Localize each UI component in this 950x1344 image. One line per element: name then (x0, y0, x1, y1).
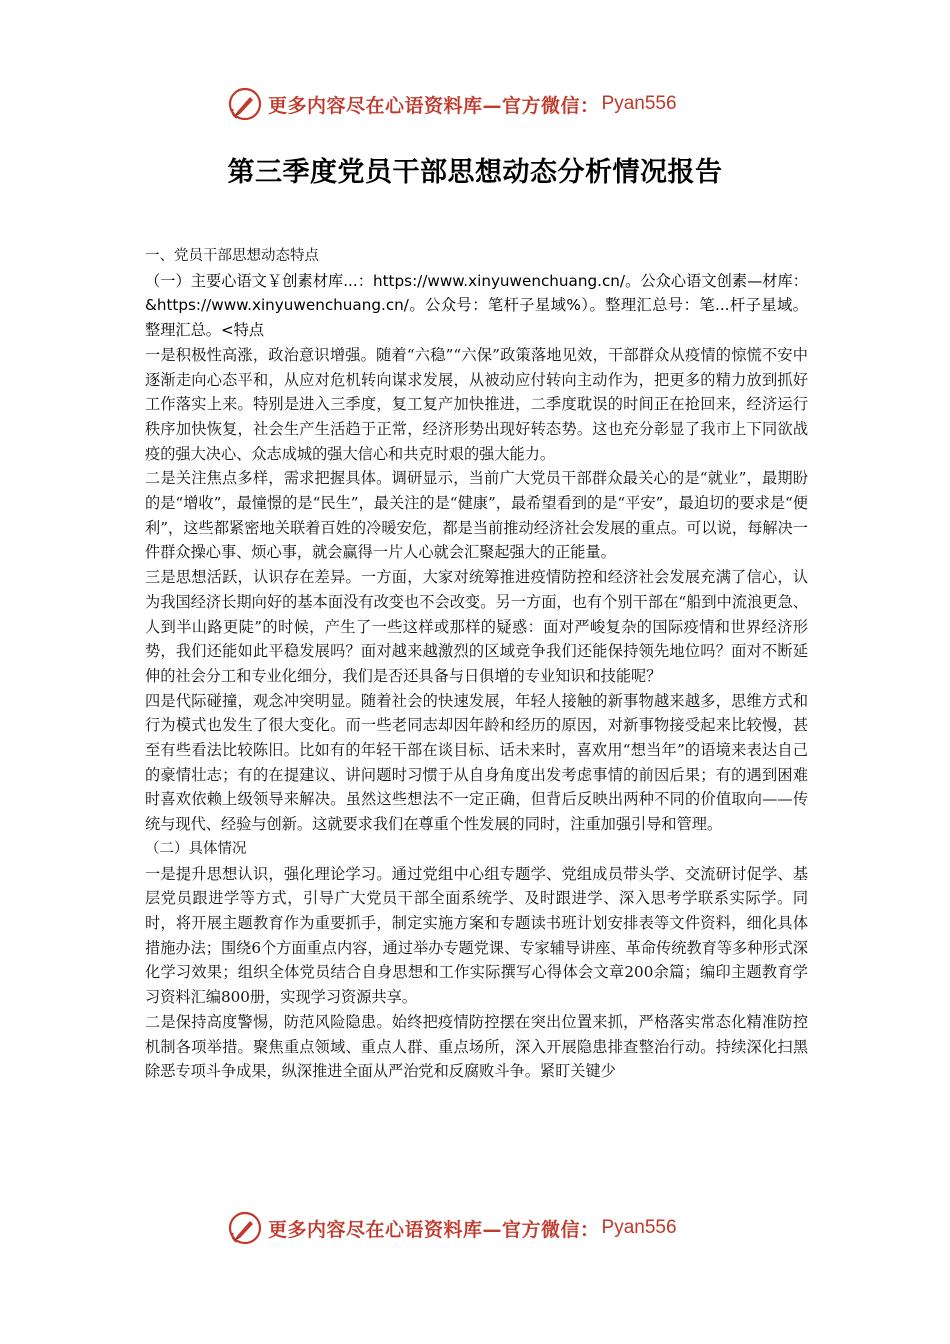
banner-text: 更多内容尽在心语资料库—官方微信： (268, 1218, 600, 1241)
pen-nib-logo-icon (228, 1211, 262, 1245)
paragraph-5: 一是提升思想认识，强化理论学习。通过党组中心组专题学、党组成员带头学、交流研讨促学、基层党员跟进学等方式，引导广大党员干部全面系统学、及时跟进学、深入思考学联系实际学。同时，将开展主题教育作为重要抓手，制定实施方案和专题读书班计划安排表等文件资料，细化具体措施办法；围绕6个方面重点内容，通过举办专题党课、专家辅导讲座、革命传统教育等多种形式深化学习效果；组织全体党员结合自身思想和工作实际撰写心得体会文章200余篇；编印主题教育学习资料汇编800册，实现学习资源共享。 (145, 864, 808, 1007)
section-heading-1: 一、党员干部思想动态特点 (145, 248, 319, 264)
page-title: 第三季度党员干部思想动态分析情况报告 (227, 157, 723, 188)
paragraph-4: 四是代际碰撞，观念冲突明显。随着社会的快速发展，年轻人接触的新事物越来越多，思维方式和行为模式也发生了很大变化。而一些老同志却因年龄和经历的原因，对新事物接受起来比较慢，甚至有些看法比较陈旧。比如有的年轻干部在谈目标、话未来时，喜欢用“想当年”的语境来表达自己的豪情壮志；有的在提建议、讲问题时习惯于从自身角度出发考虑事情的前因后果；有的遇到困难时喜欢依赖上级领导来解决。虽然这些想法不一定正确，但背后反映出两种不同的价值取向——传统与现代、经验与创新。这就要求我们在尊重个性发展的同时，注重加强引导和管理。 (145, 691, 808, 834)
link-paragraph: （一）主要心语文￥创素材库...：https://www.xinyuwenchuang.cn/。公众心语文创素—材库：&https://www.xinyuwenchuang.cn/。公众号：笔杆子星域%）。整理汇总号：笔...杆子星域。整理汇总。<特点 (145, 271, 808, 340)
paragraph-3: 三是思想活跃，认识存在差异。一方面，大家对统筹推进疫情防控和经济社会发展充满了信心，认为我国经济长期向好的基本面没有改变也不会改变。另一方面，也有个别干部在“船到中流浪更急、人到半山路更陡”的时候，产生了一些这样或那样的疑惑：面对严峻复杂的国际疫情和世界经济形势，我们还能如此平稳发展吗？面对越来越激烈的区域竞争我们还能保持领先地位吗？面对不断延伸的社会分工和专业化细分，我们是否还具备与日俱增的专业知识和技能呢？ (145, 568, 808, 685)
pen-nib-logo-icon (228, 87, 262, 121)
banner-wechat-id: Pyan556 (601, 93, 677, 114)
banner-wechat-id: Pyan556 (601, 1217, 677, 1238)
paragraph-1: 一是积极性高涨，政治意识增强。随着“六稳”“六保”政策落地见效，干部群众从疫情的惊慌不安中逐渐走向心态平和，从应对危机转向谋求发展，从被动应付转向主动作为，把更多的精力放到抓好工作落实上来。特别是进入三季度，复工复产加快推进，二季度耽误的时间正在抢回来，经济运行秩序加快恢复，社会生产生活趋于正常，经济形势出现好转态势。这也充分彰显了我市上下同欲战疫的强大决心、众志成城的强大信心和共克时艰的强大能力。 (145, 345, 808, 463)
footer-banner (228, 1210, 677, 1246)
section-heading-2: （二）具体情况 (145, 840, 247, 857)
banner-text: 更多内容尽在心语资料库—官方微信： (268, 94, 600, 117)
paragraph-2: 二是关注焦点多样，需求把握具体。调研显示，当前广大党员干部群众最关心的是“就业”，最期盼的是“增收”，最憧憬的是“民生”，最关注的是“健康”，最希望看到的是“平安”，最迫切的要求是“便利”，这些都紧密地关联着百姓的冷暖安危，都是当前推动经济社会发展的重点。可以说，每解决一件群众操心事、烦心事，就会赢得一片人心就会汇聚起强大的正能量。 (145, 469, 808, 562)
paragraph-6: 二是保持高度警惕，防范风险隐患。始终把疫情防控摆在突出位置来抓，严格落实常态化精准防控机制各项举措。聚焦重点领域、重点人群、重点场所，深入开展隐患排查整治行动。持续深化扫黑除恶专项斗争成果，纵深推进全面从严治党和反腐败斗争。紧盯关键少 (145, 1012, 808, 1081)
document-body (145, 244, 808, 1084)
header-banner (228, 86, 677, 122)
